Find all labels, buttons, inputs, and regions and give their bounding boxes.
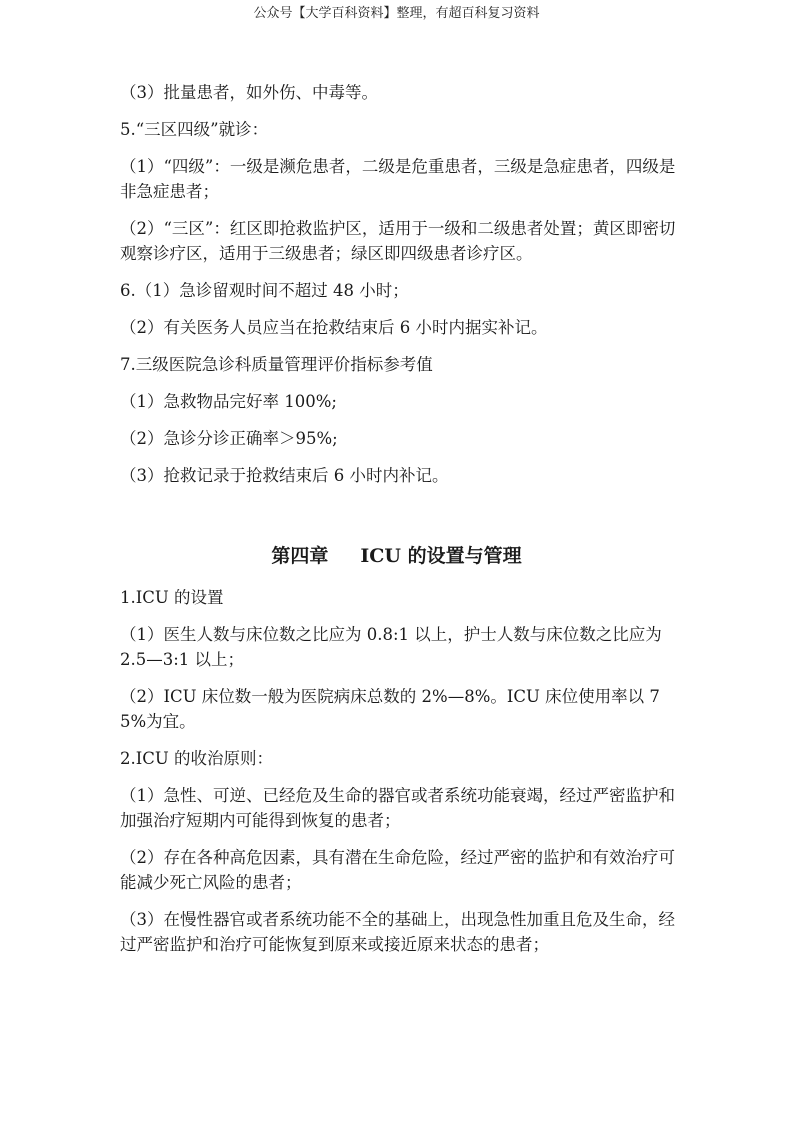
paragraph: （1）医生人数与床位数之比应为 0.8:1 以上，护士人数与床位数之比应为 2.5—3:1 以上； [120, 625, 662, 669]
paragraph: （2）ICU 床位数一般为医院病床总数的 2%—8%。ICU 床位使用率以 75%为宜。 [120, 687, 660, 731]
paragraph: （3）在慢性器官或者系统功能不全的基础上，出现急性加重且危及生命，经过严密监护和治疗可能恢复到原来或接近原来状态的患者； [120, 910, 675, 954]
paragraph: 7.三级医院急诊科质量管理评价指标参考值 [120, 355, 433, 374]
paragraph: 5.“三区四级”就诊： [120, 120, 269, 139]
top-section [120, 80, 680, 488]
chapter-number: 第四章 [271, 545, 329, 567]
paragraph: （1）急救物品完好率 100%; [120, 392, 337, 411]
bottom-section [120, 585, 680, 957]
paragraph: 6.（1）急诊留观时间不超过 48 小时； [120, 281, 409, 300]
paragraph: 1.ICU 的设置 [120, 588, 224, 607]
paragraph: （1）急性、可逆、已经危及生命的器官或者系统功能衰竭，经过严密监护和加强治疗短期内可能得到恢复的患者； [120, 786, 675, 830]
chapter-heading [0, 542, 793, 570]
paragraph: （3）批量患者，如外伤、中毒等。 [120, 83, 378, 102]
paragraph: （2）存在各种高危因素，具有潜在生命危险，经过严密的监护和有效治疗可能减少死亡风险的患者； [120, 848, 675, 892]
paragraph: （2）“三区”：红区即抢救监护区，适用于一级和二级患者处置；黄区即密切观察诊疗区，适用于三级患者；绿区即四级患者诊疗区。 [120, 219, 676, 263]
paragraph: （2）有关医务人员应当在抢救结束后 6 小时内据实补记。 [120, 318, 548, 337]
paragraph: （3）抢救记录于抢救结束后 6 小时内补记。 [120, 466, 449, 485]
chapter-title: ICU 的设置与管理 [360, 545, 522, 567]
paragraph: 2.ICU 的收治原则： [120, 749, 274, 768]
paragraph: （1）“四级”：一级是濒危患者，二级是危重患者，三级是急症患者，四级是非急症患者； [120, 157, 676, 201]
page-header: 公众号【大学百科资料】整理，有超百科复习资料 [253, 6, 540, 21]
paragraph: （2）急诊分诊正确率＞95%; [120, 429, 338, 448]
